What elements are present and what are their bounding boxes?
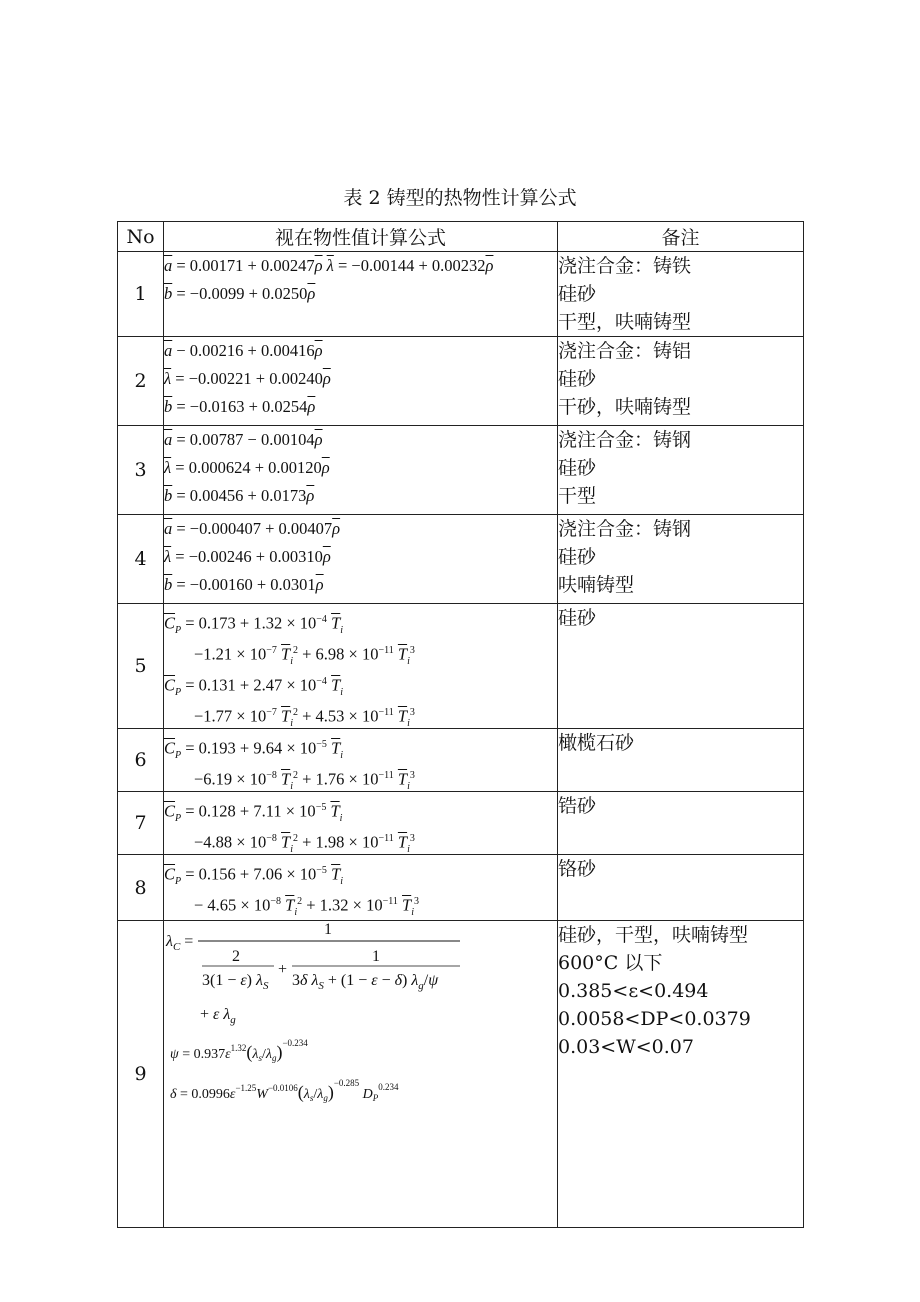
- formula-cell: $\overline{C}_P = 0.193 + 9.64 \times 10^{-5}$ $\overline{T}_i$ $-6.19 \times 10^{-8}$ $\overline{T}_i^2 + 1.76 \times 10^{-11}$ $\overline{T}_i^3$: [164, 729, 558, 792]
- note-cell: 橄榄石砂: [558, 729, 804, 792]
- svg-text:2: 2: [232, 948, 240, 965]
- svg-text:1: 1: [324, 921, 332, 938]
- table-row: [118, 252, 804, 337]
- formula-cell: $\overline{a} - 0.00216 + 0.00416\overline{\rho}$ $\overline{\lambda} = -0.00221 + 0.00240\overline{\rho}$ $\overline{b} = -0.0163 + 0.0254\overline{\rho}$: [164, 337, 558, 426]
- row-number: 7: [118, 792, 164, 855]
- formula-cell: $\overline{a} = -0.000407 + 0.00407\overline{\rho}$ $\overline{\lambda} = -0.00246 + 0.00310\overline{\rho}$ $\overline{b} = -0.00160 + 0.0301\overline{\rho}$: [164, 515, 558, 604]
- formula-cell: $\overline{C}_P = 0.173 + 1.32 \times 10^{-4}$ $\overline{T}_i$ $-1.21 \times 10^{-7}$ $\overline{T}_i^2 + 6.98 \times 10^{-11}$ $\overline{T}_i^3$ $\overline{C}_P = 0.131 + 2.47 \times 10^{-4}$ $\overline{T}_i$ $-1.77 \times 10^{-7}$ $\overline{T}_i^2 + 4.53 \times 10^{-11}$ $\overline{T}_i^3$: [164, 604, 558, 729]
- table-caption: 表 2 铸型的热物性计算公式: [343, 187, 577, 209]
- svg-text:1: 1: [372, 948, 380, 965]
- formula-cell: $\overline{C}_P = 0.128 + 7.11 \times 10^{-5}$ $\overline{T}_i$ $-4.88 \times 10^{-8}$ $\overline{T}_i^2 + 1.98 \times 10^{-11}$ $\overline{T}_i^3$: [164, 792, 558, 855]
- table-row: [118, 729, 804, 792]
- note-cell: 浇注合金：铸铝 硅砂 干砂，呋喃铸型: [558, 337, 804, 426]
- formula-cell: $\overline{a} = 0.00171 + 0.00247\overline{\rho}$ $\overline{\lambda} = -0.00144 + 0.00232\overline{\rho}$ $\overline{b} = -0.0099 + 0.0250\overline{\rho}$: [164, 252, 558, 337]
- row-number: 8: [118, 855, 164, 921]
- formula-cell: $\overline{a} = 0.00787 - 0.00104\overline{\rho}$ $\overline{\lambda} = 0.000624 + 0.00120\overline{\rho}$ $\overline{b} = 0.00456 + 0.0173\overline{\rho}$: [164, 426, 558, 515]
- svg-text:3(1 − ε) λS: 3(1 − ε) $\lambda_S$: [202, 972, 269, 992]
- formula-cell: [164, 921, 558, 1228]
- row-number: 9: [118, 921, 164, 1228]
- row-number: 2: [118, 337, 164, 426]
- note-cell: 硅砂，干型，呋喃铸型 600°C 以下 0.385<ε<0.494 0.0058<DP<0.0379 0.03<W<0.07: [558, 921, 804, 1228]
- header-no: No: [118, 222, 164, 252]
- table-row: [118, 792, 804, 855]
- note-cell: 浇注合金：铸钢 硅砂 呋喃铸型: [558, 515, 804, 604]
- table-row: [118, 426, 804, 515]
- svg-text:+: +: [278, 961, 288, 978]
- svg-text:δ = 0.0996ε−1.25W−0.0106(λs/λg: $\delta = 0.0996\varepsilon^{-1.25}W^{-0.0106}(\lambda_s/\lambda_g)^{-0.285}$ $D_P^{0.234}$: [170, 1078, 399, 1103]
- note-cell: 锆砂: [558, 792, 804, 855]
- formula-cell: $\overline{C}_P = 0.156 + 7.06 \times 10^{-5}$ $\overline{T}_i$ − $4.65 \times 10^{-8}$ $\overline{T}_i^2 + 1.32 \times 10^{-11}$ $\overline{T}_i^3$: [164, 855, 558, 921]
- note-cell: 铬砂: [558, 855, 804, 921]
- table-row: [118, 855, 804, 921]
- row-number: 4: [118, 515, 164, 604]
- svg-text:3δ λS + (1 − ε − δ) λg/ψ: 3δ $\lambda_S + (1 - \varepsilon - \delta)$ $\lambda_g/\psi$: [292, 972, 439, 992]
- table-row: [118, 515, 804, 604]
- row-number: 6: [118, 729, 164, 792]
- row-number: 1: [118, 252, 164, 337]
- table-row: [118, 921, 804, 1228]
- table-row: [118, 337, 804, 426]
- note-cell: 浇注合金：铸铁 硅砂 干型，呋喃铸型: [558, 252, 804, 337]
- svg-text:+ ε λg: + ε $\lambda_g$: [200, 1006, 236, 1026]
- header-row: [118, 222, 804, 252]
- row-number: 5: [118, 604, 164, 729]
- table-row: [118, 604, 804, 729]
- svg-text:ψ = 0.937ε1.32(λs/λg)−0.234: $\psi = 0.937\varepsilon^{1.32}(\lambda_s/\lambda_g)^{-0.234}$: [170, 1038, 308, 1063]
- thermal-properties-table: [117, 221, 804, 1228]
- svg-text:λC =: $\lambda_C$ =: [166, 933, 194, 953]
- note-cell: 硅砂: [558, 604, 804, 729]
- header-formula: 视在物性值计算公式: [164, 222, 558, 252]
- thermal-conductivity-formula: [164, 921, 544, 1111]
- row-number: 3: [118, 426, 164, 515]
- note-cell: 浇注合金：铸钢 硅砂 干型: [558, 426, 804, 515]
- header-note: 备注: [558, 222, 804, 252]
